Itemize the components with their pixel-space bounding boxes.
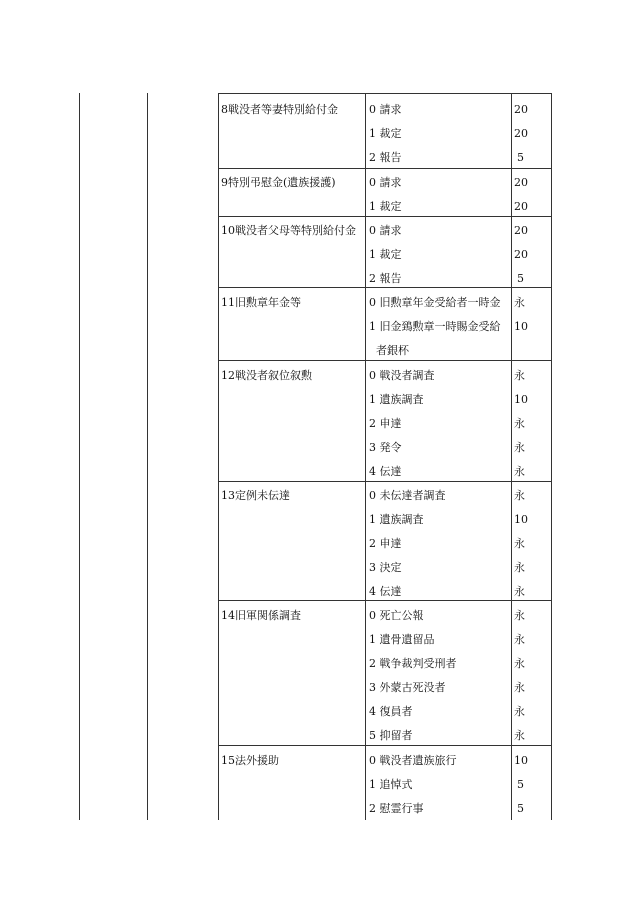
retention-period: 5 (517, 778, 524, 791)
retention-period: 10 (514, 513, 528, 526)
retention-period: 永 (514, 729, 525, 742)
row-separator-line (218, 287, 551, 288)
retention-period: 永 (514, 417, 525, 430)
item-label: 0 戦没者調査 (369, 369, 435, 382)
column-divider-line (147, 93, 148, 820)
column-divider-line (218, 93, 219, 820)
retention-period: 20 (514, 200, 528, 213)
retention-period: 永 (514, 537, 525, 550)
retention-period: 20 (514, 224, 528, 237)
retention-period: 20 (514, 103, 528, 116)
retention-period: 10 (514, 754, 528, 767)
right-border-line (551, 93, 552, 820)
left-border-line (79, 93, 80, 820)
category-title: 11旧勲章年金等 (221, 296, 301, 309)
retention-period: 20 (514, 176, 528, 189)
item-label: 2 戦争裁判受刑者 (369, 657, 457, 670)
item-label: 1 裁定 (369, 200, 402, 213)
retention-period: 10 (514, 393, 528, 406)
item-label: 1 裁定 (369, 127, 402, 140)
item-label: 1 遺骨遺留品 (369, 633, 435, 646)
item-label: 0 請求 (369, 176, 402, 189)
row-separator-line (218, 600, 551, 601)
retention-period: 永 (514, 681, 525, 694)
row-separator-line (218, 360, 551, 361)
item-label: 0 未伝達者調査 (369, 489, 446, 502)
retention-period: 永 (514, 633, 525, 646)
item-label: 4 復員者 (369, 705, 413, 718)
item-label: 0 旧勲章年金受給者一時金 (369, 296, 501, 309)
category-title: 8戦没者等妻特別給付金 (221, 103, 338, 116)
item-label: 4 伝達 (369, 585, 402, 598)
item-label: 3 発令 (369, 441, 402, 454)
item-label: 2 申達 (369, 537, 402, 550)
column-divider-line (511, 93, 512, 820)
item-label: 1 遺族調査 (369, 513, 424, 526)
category-title: 9特別弔慰金(遺族援護) (221, 176, 336, 189)
item-label: 4 伝達 (369, 465, 402, 478)
retention-period: 永 (514, 585, 525, 598)
retention-period: 永 (514, 705, 525, 718)
category-title: 10戦没者父母等特別給付金 (221, 224, 356, 237)
column-divider-line (365, 93, 366, 820)
retention-period: 5 (517, 802, 524, 815)
retention-period: 永 (514, 441, 525, 454)
retention-period: 永 (514, 465, 525, 478)
retention-period: 20 (514, 248, 528, 261)
item-label: 0 死亡公報 (369, 609, 424, 622)
item-label: 1 旧金鵄勲章一時賜金受給 (369, 320, 501, 333)
retention-period: 5 (517, 272, 524, 285)
item-label: 2 報告 (369, 272, 402, 285)
category-title: 14旧軍関係調査 (221, 609, 301, 622)
category-title: 15法外援助 (221, 754, 279, 767)
retention-period: 永 (514, 609, 525, 622)
item-label: 0 請求 (369, 224, 402, 237)
retention-period: 永 (514, 296, 525, 309)
category-title: 13定例未伝達 (221, 489, 290, 502)
row-separator-line (218, 216, 551, 217)
retention-period: 永 (514, 369, 525, 382)
item-label: 2 申達 (369, 417, 402, 430)
item-label: 5 抑留者 (369, 729, 413, 742)
row-separator-line (218, 93, 551, 94)
category-title: 12戦没者叙位叙勲 (221, 369, 312, 382)
row-separator-line (218, 745, 551, 746)
item-label: 1 追悼式 (369, 778, 413, 791)
retention-period: 20 (514, 127, 528, 140)
item-label: 2 慰霊行事 (369, 802, 424, 815)
row-separator-line (218, 481, 551, 482)
item-label: 0 戦没者遺族旅行 (369, 754, 457, 767)
item-label: 2 報告 (369, 151, 402, 164)
item-label: 0 請求 (369, 103, 402, 116)
item-label: 3 決定 (369, 561, 402, 574)
retention-period: 10 (514, 320, 528, 333)
item-label: 1 遺族調査 (369, 393, 424, 406)
item-label: 3 外蒙古死没者 (369, 681, 446, 694)
retention-period: 永 (514, 489, 525, 502)
row-separator-line (218, 168, 551, 169)
item-label: 1 裁定 (369, 248, 402, 261)
item-label-continuation: 者銀杯 (376, 344, 409, 357)
retention-period: 永 (514, 657, 525, 670)
retention-period: 5 (517, 151, 524, 164)
retention-period: 永 (514, 561, 525, 574)
